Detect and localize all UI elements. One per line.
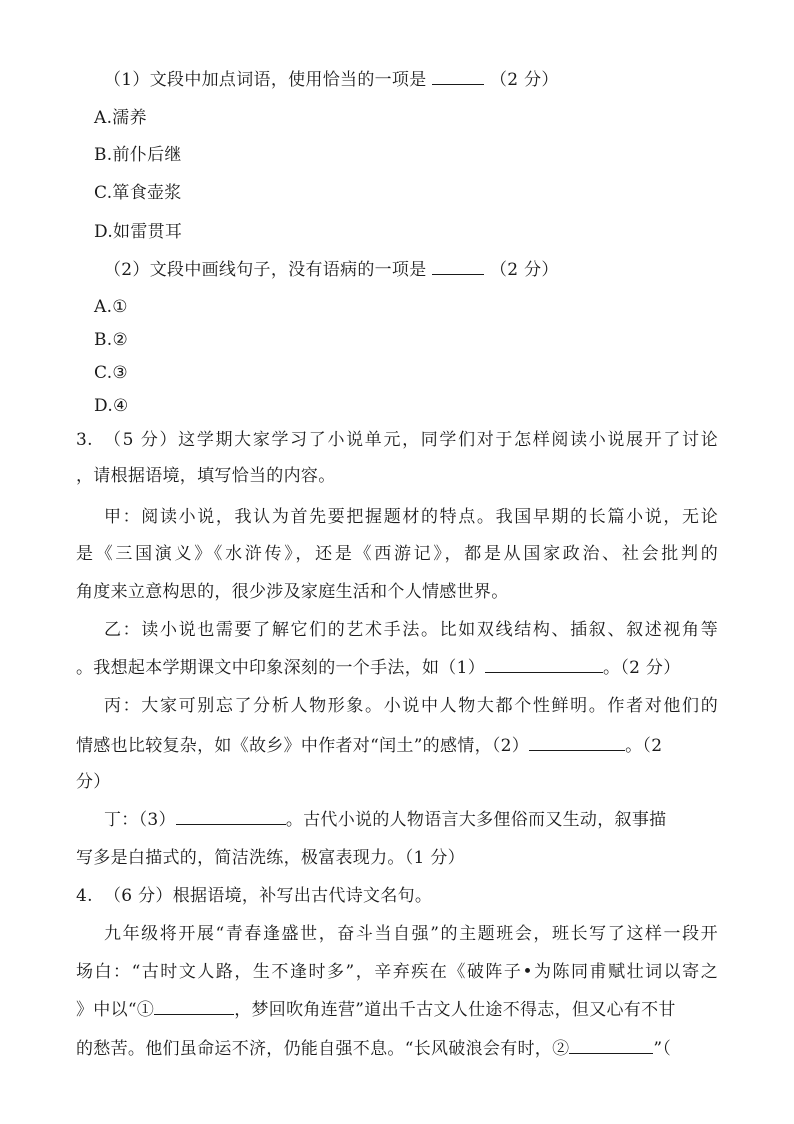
q3-bing-line-3: 分） [76,772,111,792]
answer-blank[interactable] [485,656,603,673]
q2-sub2-option-d: D.④ [94,396,129,416]
q2-sub1-question: （1）文段中加点词语，使用恰当的一项是 （2 分） [104,70,559,90]
q2-sub1-option-c: C.箪食壶浆 [94,183,182,203]
q3-intro-line-2: ，请根据语境，填写恰当的内容。 [76,466,336,486]
q4-paragraph-line-3: 》中以“① ，梦回吹角连营”道出千古文人仕途不得志，但又心有不甘 [76,1000,676,1020]
q4-paragraph-line-1: 九年级将开展“青春逢盛世，奋斗当自强”的主题班会，班长写了这样一段开 [104,924,718,944]
q2-sub2-option-a: A.① [94,297,128,317]
answer-blank[interactable] [432,68,484,85]
q3-jia-line-1: 甲：阅读小说，我认为首先要把握题材的特点。我国早期的长篇小说，无论 [104,507,718,527]
answer-blank[interactable] [176,808,286,825]
q3-ding-line-1: 丁：（3） 。古代小说的人物语言大多俚俗而又生动，叙事描 [104,810,667,830]
q3-jia-line-2: 是《三国演义》《水浒传》，还是《西游记》，都是从国家政治、社会批判的 [76,544,718,564]
q2-sub2-question: （2）文段中画线句子，没有语病的一项是 （2 分） [104,260,559,280]
q4-paragraph-line-4: 的愁苦。他们虽命运不济，仍能自强不息。“长风破浪会有时，② ”（ [76,1039,672,1059]
answer-blank[interactable] [569,1037,653,1054]
q4-paragraph-line-2: 场白：“古时文人路，生不逢时多”，辛弃疾在《破阵子•为陈同甫赋壮词以寄之 [76,962,718,982]
q2-sub1-option-b: B.前仆后继 [94,145,182,165]
q3-number: 3. [76,430,93,450]
q3-yi-line-2: 。我想起本学期课文中印象深刻的一个手法，如（1） 。（2 分） [76,658,681,678]
q2-sub2-option-b: B.② [94,330,129,350]
answer-blank[interactable] [154,998,234,1015]
q3-jia-line-3: 角度来立意构思的，很少涉及家庭生活和个人情感世界。 [76,582,509,602]
q2-sub1-option-a: A.濡养 [94,108,147,128]
q3-bing-line-2: 情感也比较复杂，如《故乡》中作者对“闰土”的感情，（2） 。（2 [76,736,663,756]
q4-number: 4. [76,886,93,906]
q4-intro: （6 分）根据语境，补写出古代诗文名句。 [104,886,433,906]
answer-blank[interactable] [432,258,484,275]
q2-sub2-option-c: C.③ [94,363,128,383]
q3-intro-line-1: （5 分）这学期大家学习了小说单元，同学们对于怎样阅读小说展开了讨论 [104,430,718,450]
q3-bing-line-1: 丙：大家可别忘了分析人物形象。小说中人物大都个性鲜明。作者对他们的 [104,696,718,716]
q3-yi-line-1: 乙：读小说也需要了解它们的艺术手法。比如双线结构、插叙、叙述视角等 [104,620,718,640]
q2-sub1-option-d: D.如雷贯耳 [94,222,183,242]
q3-ding-line-2: 写多是白描式的，简洁洗练，极富表现力。（1 分） [76,848,465,868]
answer-blank[interactable] [529,734,625,751]
